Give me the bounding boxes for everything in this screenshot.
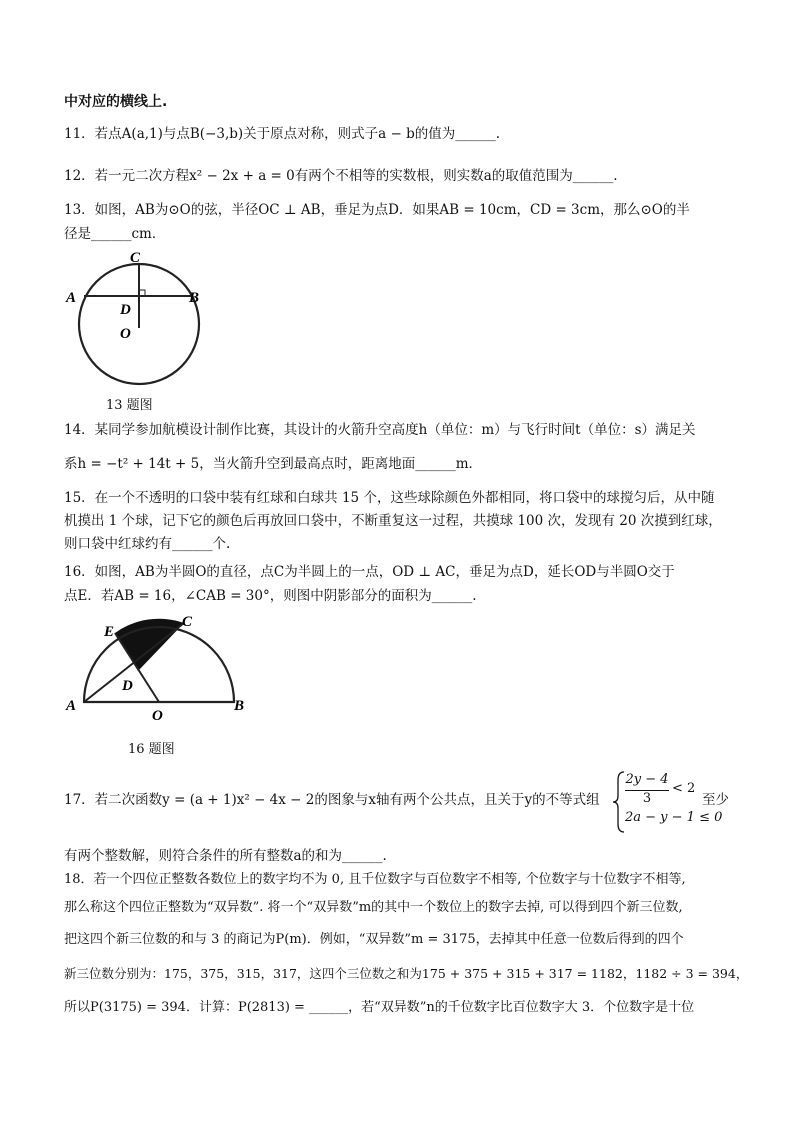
question-18-line5: 所以P(3175) = 394．计算：P(2813) = ______，若“双异数”n的千位数字比百位数字大 3．个位数字是十位 [64, 1000, 695, 1015]
label-A: A [66, 698, 77, 714]
fraction-numerator: 2y − 4 [625, 772, 669, 787]
label-B: B [189, 290, 200, 306]
question-17-line1: 17．若二次函数y = (a + 1)x² − 4x − 2的图象与x轴有两个公共点，且关于y的不等式组 [64, 792, 600, 808]
label-O: O [120, 326, 131, 342]
fraction-denominator: 3 [642, 791, 652, 806]
question-16-line1: 16．如图，AB为半圆O的直径，点C为半圆上的一点，OD ⊥ AC，垂足为点D，延长OD与半圆O交于 [64, 564, 675, 580]
label-D: D [120, 302, 131, 318]
question-17-tail: 至少 [702, 792, 729, 808]
question-16-line2: 点E．若AB = 16，∠CAB = 30°，则图中阴影部分的面积为______. [64, 588, 477, 604]
question-18-line4: 新三位数分别为：175，375，315，317，这四个三位数之和为175 + 375 + 315 + 317 = 1182，1182 ÷ 3 = 394， [64, 966, 749, 981]
question-14-line1: 14．某同学参加航模设计制作比赛，其设计的火箭升空高度h（单位：m）与飞行时间t（单位：s）满足关 [64, 422, 696, 438]
question-12: 12．若一元二次方程x² − 2x + a = 0有两个不相等的实数根，则实数a的取值范围为______. [64, 168, 618, 184]
label-A: A [66, 290, 77, 306]
figure-13-caption: 13 题图 [106, 398, 153, 413]
figure-16-semicircle-diagram [64, 612, 254, 724]
label-C: C [130, 250, 141, 266]
question-17-line2: 有两个整数解，则符合条件的所有整数a的和为______. [64, 848, 387, 864]
label-B: B [234, 698, 245, 714]
question-14-line2: 系h = −t² + 14t + 5，当火箭升空到最高点时，距离地面______m． [64, 456, 483, 472]
question-18-line1: 18．若一个四位正整数各数位上的数字均不为 0, 且千位数字与百位数字不相等, 个位数字与十位数字不相等, [64, 872, 686, 887]
inequality-row-2: 2a − y − 1 ≤ 0 [625, 810, 723, 825]
label-D: D [122, 678, 133, 694]
question-18-line3: 把这四个新三位数的和与 3 的商记为P(m)．例如，“双异数”m = 3175，去掉其中任意一位数后得到的四个 [64, 932, 684, 947]
figure-16-caption: 16 题图 [128, 742, 175, 757]
label-E: E [104, 624, 115, 640]
question-13-line2: 径是______cm． [64, 226, 166, 242]
section-header: 中对应的横线上. [64, 94, 168, 110]
figure-13-circle-diagram [64, 246, 214, 394]
question-15-line3: 则口袋中红球约有______个. [64, 536, 231, 552]
label-C: C [182, 614, 193, 630]
label-O: O [152, 708, 163, 724]
question-18-line2: 那么称这个四位正整数为“双异数”. 将一个“双异数”m的其中一个数位上的数字去掉, 可以得到四个新三位数, [64, 900, 683, 915]
question-11: 11．若点A(a,1)与点B(−3,b)关于原点对称，则式子a − b的值为______. [64, 126, 501, 142]
question-15-line1: 15．在一个不透明的口袋中装有红球和白球共 15 个，这些球除颜色外都相同，将口袋中的球搅匀后，从中随 [64, 490, 715, 506]
question-13-line1: 13．如图，AB为⊙O的弦，半径OC ⊥ AB，垂足为点D．如果AB = 10cm，CD = 3cm，那么⊙O的半 [64, 202, 690, 218]
inequality-relation-1: < 2 [672, 781, 696, 796]
question-15-line2: 机摸出 1 个球，记下它的颜色后再放回口袋中，不断重复这一过程，共摸球 100 次，发现有 20 次摸到红球， [64, 513, 722, 529]
left-brace-icon [612, 770, 626, 834]
